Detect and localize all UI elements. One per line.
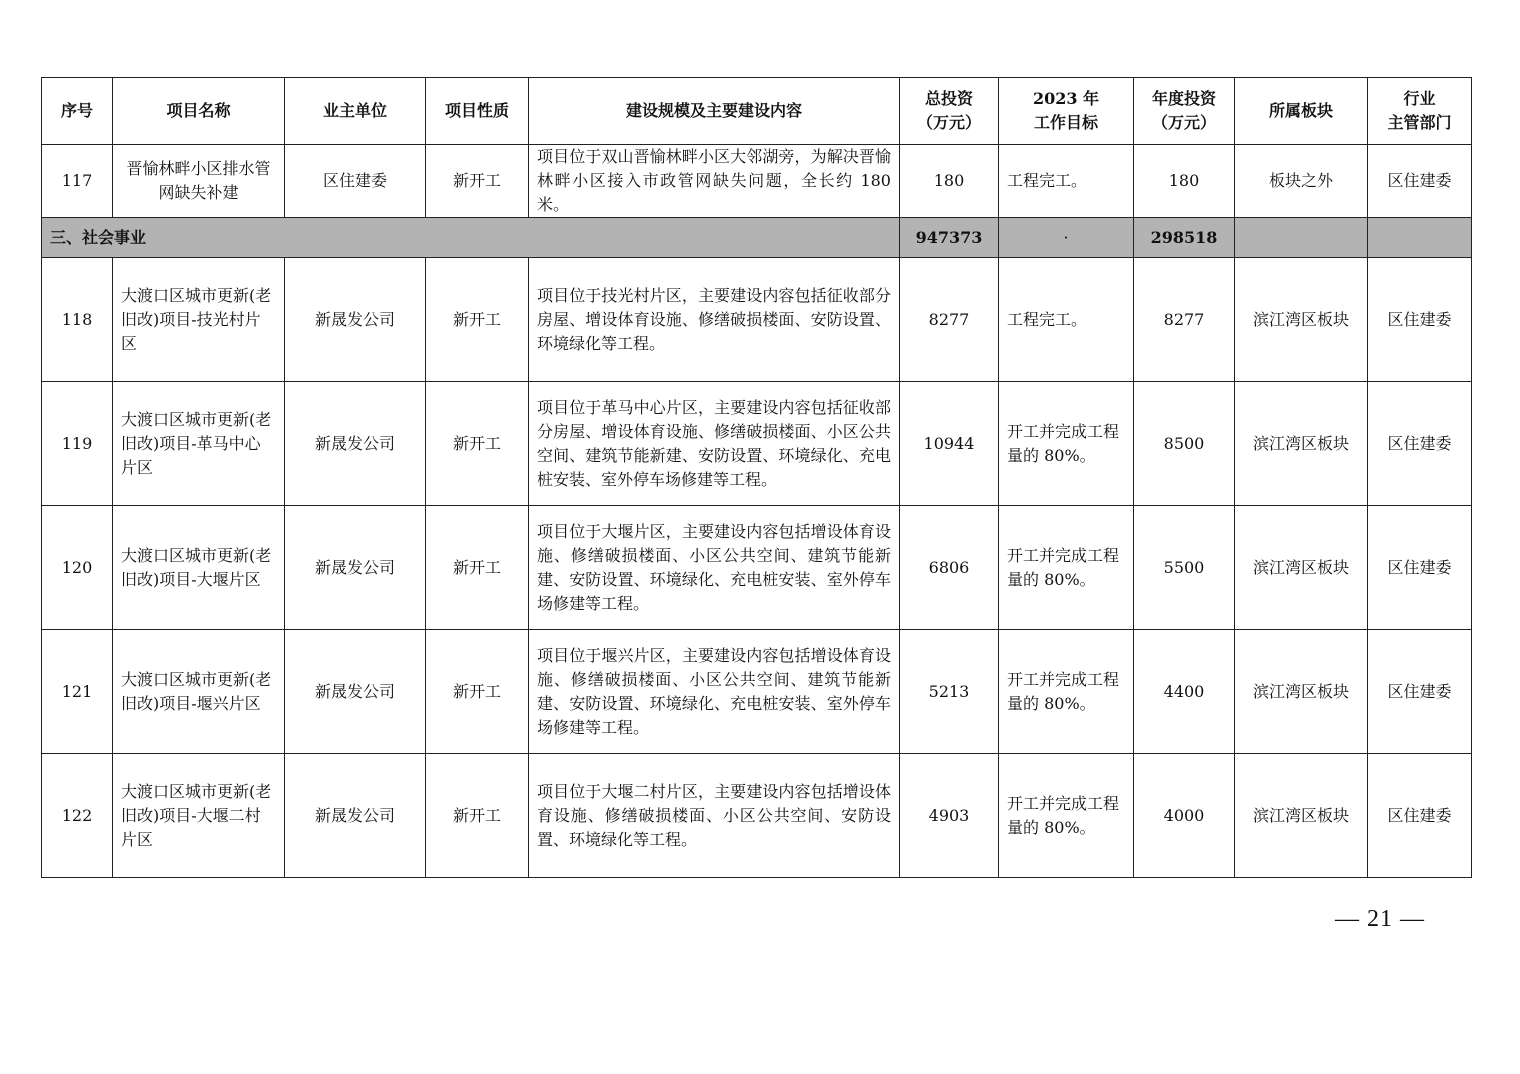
cell-name: 大渡口区城市更新(老旧改)项目-堰兴片区 <box>113 630 285 754</box>
cell-dept: 区住建委 <box>1368 258 1472 382</box>
cell-total: 8277 <box>900 258 999 382</box>
cell-nature: 新开工 <box>426 382 529 506</box>
cell-goal: 开工并完成工程量的 80%。 <box>999 382 1134 506</box>
header-dept-line1: 行业 <box>1403 89 1436 108</box>
cell-seq: 122 <box>42 754 113 878</box>
header-content: 建设规模及主要建设内容 <box>529 78 900 145</box>
cell-content: 项目位于大堰二村片区，主要建设内容包括增设体育设施、修缮破损楼面、小区公共空间、安防设置、环境绿化等工程。 <box>529 754 900 878</box>
header-annual-line2: （万元） <box>1151 113 1216 132</box>
cell-nature: 新开工 <box>426 258 529 382</box>
cell-total: 180 <box>900 145 999 218</box>
table-row <box>42 258 1472 382</box>
cell-dept: 区住建委 <box>1368 754 1472 878</box>
cell-sector: 板块之外 <box>1235 145 1368 218</box>
cell-seq: 117 <box>42 145 113 218</box>
header-goal <box>999 78 1134 145</box>
cell-owner: 区住建委 <box>285 145 426 218</box>
header-annual-line1: 年度投资 <box>1151 89 1216 108</box>
cell-content: 项目位于双山晋愉林畔小区大邻湖旁，为解决晋愉林畔小区接入市政管网缺失问题，全长约 180 米。 <box>529 145 900 218</box>
cell-annual: 4000 <box>1134 754 1235 878</box>
cell-annual: 180 <box>1134 145 1235 218</box>
table-row <box>42 382 1472 506</box>
header-row <box>42 78 1472 145</box>
cell-name: 大渡口区城市更新(老旧改)项目-大堰二村片区 <box>113 754 285 878</box>
section-annual: 298518 <box>1134 218 1235 258</box>
cell-dept: 区住建委 <box>1368 630 1472 754</box>
cell-goal: 开工并完成工程量的 80%。 <box>999 506 1134 630</box>
cell-nature: 新开工 <box>426 754 529 878</box>
cell-name: 大渡口区城市更新(老旧改)项目-革马中心片区 <box>113 382 285 506</box>
table-row <box>42 506 1472 630</box>
cell-total: 6806 <box>900 506 999 630</box>
cell-annual: 8500 <box>1134 382 1235 506</box>
cell-sector: 滨江湾区板块 <box>1235 382 1368 506</box>
cell-name: 晋愉林畔小区排水管网缺失补建 <box>113 145 285 218</box>
header-nature: 项目性质 <box>426 78 529 145</box>
cell-content: 项目位于大堰片区，主要建设内容包括增设体育设施、修缮破损楼面、小区公共空间、建筑节能新建、安防设置、环境绿化、充电桩安装、室外停车场修建等工程。 <box>529 506 900 630</box>
header-goal-line1: 2023 年 <box>1032 89 1100 108</box>
cell-name: 大渡口区城市更新(老旧改)项目-技光村片区 <box>113 258 285 382</box>
cell-dept: 区住建委 <box>1368 506 1472 630</box>
cell-dept: 区住建委 <box>1368 145 1472 218</box>
cell-seq: 120 <box>42 506 113 630</box>
cell-dept: 区住建委 <box>1368 382 1472 506</box>
cell-sector: 滨江湾区板块 <box>1235 506 1368 630</box>
cell-seq: 119 <box>42 382 113 506</box>
cell-owner: 新晟发公司 <box>285 506 426 630</box>
header-owner: 业主单位 <box>285 78 426 145</box>
cell-content: 项目位于革马中心片区，主要建设内容包括征收部分房屋、增设体育设施、修缮破损楼面、小区公共空间、建筑节能新建、安防设置、环境绿化、充电桩安装、室外停车场修建等工程。 <box>529 382 900 506</box>
header-goal-line2: 工作目标 <box>1033 113 1098 132</box>
cell-total: 4903 <box>900 754 999 878</box>
cell-annual: 5500 <box>1134 506 1235 630</box>
cell-owner: 新晟发公司 <box>285 754 426 878</box>
header-seq: 序号 <box>42 78 113 145</box>
header-annual-investment <box>1134 78 1235 145</box>
cell-sector: 滨江湾区板块 <box>1235 258 1368 382</box>
section-dept <box>1368 218 1472 258</box>
cell-owner: 新晟发公司 <box>285 258 426 382</box>
header-name: 项目名称 <box>113 78 285 145</box>
cell-nature: 新开工 <box>426 145 529 218</box>
cell-content: 项目位于技光村片区，主要建设内容包括征收部分房屋、增设体育设施、修缮破损楼面、安防设置、环境绿化等工程。 <box>529 258 900 382</box>
cell-goal: 工程完工。 <box>999 145 1134 218</box>
section-total: 947373 <box>900 218 999 258</box>
header-sector: 所属板块 <box>1235 78 1368 145</box>
cell-sector: 滨江湾区板块 <box>1235 630 1368 754</box>
cell-content: 项目位于堰兴片区，主要建设内容包括增设体育设施、修缮破损楼面、小区公共空间、建筑节能新建、安防设置、环境绿化、充电桩安装、室外停车场修建等工程。 <box>529 630 900 754</box>
cell-sector: 滨江湾区板块 <box>1235 754 1368 878</box>
project-table <box>41 77 1472 878</box>
section-goal: · <box>999 218 1134 258</box>
cell-total: 5213 <box>900 630 999 754</box>
cell-nature: 新开工 <box>426 506 529 630</box>
cell-name: 大渡口区城市更新(老旧改)项目-大堰片区 <box>113 506 285 630</box>
cell-goal: 开工并完成工程量的 80%。 <box>999 754 1134 878</box>
cell-total: 10944 <box>900 382 999 506</box>
cell-seq: 121 <box>42 630 113 754</box>
cell-annual: 8277 <box>1134 258 1235 382</box>
section-row <box>42 218 1472 258</box>
cell-goal: 工程完工。 <box>999 258 1134 382</box>
cell-nature: 新开工 <box>426 630 529 754</box>
cell-goal: 开工并完成工程量的 80%。 <box>999 630 1134 754</box>
cell-seq: 118 <box>42 258 113 382</box>
cell-owner: 新晟发公司 <box>285 382 426 506</box>
section-label: 三、社会事业 <box>42 218 900 258</box>
header-dept <box>1368 78 1472 145</box>
section-sector <box>1235 218 1368 258</box>
cell-annual: 4400 <box>1134 630 1235 754</box>
header-total-investment <box>900 78 999 145</box>
cell-owner: 新晟发公司 <box>285 630 426 754</box>
header-total-line2: （万元） <box>916 113 981 132</box>
table-row <box>42 754 1472 878</box>
header-dept-line2: 主管部门 <box>1387 113 1452 132</box>
header-total-line1: 总投资 <box>924 89 973 108</box>
table-row <box>42 145 1472 218</box>
table-row <box>42 630 1472 754</box>
page-number: — 21 — <box>1335 906 1425 932</box>
